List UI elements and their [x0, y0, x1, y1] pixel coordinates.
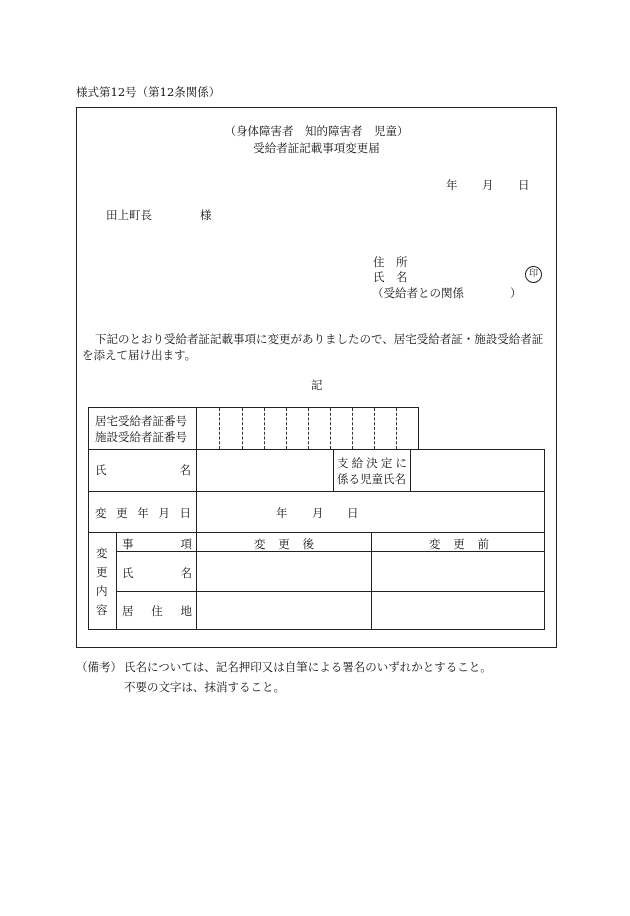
seal-mark: 印 — [525, 266, 542, 283]
child-name-label-line2: 係る児童氏名 — [337, 472, 406, 486]
form-number: 様式第12号（第12条関係） — [76, 85, 221, 99]
row-address-label: 居 住 地 — [122, 604, 192, 618]
date-month: 月 — [482, 178, 494, 192]
name-after-input[interactable] — [197, 552, 371, 591]
name-before-input[interactable] — [372, 552, 544, 591]
change-content-char-3: 内 — [96, 584, 108, 598]
cert-number-label-home: 居宅受給者証番号 — [95, 414, 187, 428]
cert-number-label-facility: 施設受給者証番号 — [95, 430, 187, 444]
row-name-label: 氏 名 — [122, 566, 192, 580]
notes-line1: 氏名については、記名押印又は自筆による署名のいずれかとすること。 — [124, 660, 492, 674]
date-year: 年 — [446, 178, 458, 192]
child-name-label-line1: 支 給 決 定 に — [337, 456, 407, 470]
change-content-char-2: 更 — [96, 565, 108, 579]
addressee-honorific: 様 — [200, 208, 212, 222]
before-header: 変 更 前 — [429, 537, 489, 551]
notes-line2: 不要の文字は、抹消すること。 — [124, 680, 285, 694]
address-before-input[interactable] — [372, 592, 544, 629]
form-title: 受給者証記載事項変更届 — [253, 141, 380, 155]
body-text-line1: 下記のとおり受給者証記載事項に変更がありましたので、居宅受給者証・施設受給者証 — [95, 332, 544, 346]
address-label: 住 所 — [373, 255, 408, 269]
change-date-month: 月 — [312, 506, 324, 520]
addressee-name: 田上町長 — [106, 208, 152, 222]
name-input[interactable] — [197, 450, 333, 491]
item-header: 事 項 — [122, 537, 192, 551]
body-text-line2: を添えて届け出ます。 — [82, 348, 197, 362]
change-date-year: 年 — [276, 506, 288, 520]
relation-label: （受給者との関係 ） — [372, 286, 522, 300]
header-categories: （身体障害者 知的障害者 児童） — [224, 124, 409, 138]
change-content-char-1: 変 — [96, 546, 108, 560]
address-after-input[interactable] — [197, 592, 371, 629]
change-content-char-4: 容 — [96, 603, 108, 617]
after-header: 変 更 後 — [254, 537, 314, 551]
cert-number-input[interactable] — [197, 408, 418, 449]
child-name-input[interactable] — [411, 450, 544, 491]
change-date-day: 日 — [347, 506, 359, 520]
name-label: 氏 名 — [373, 270, 408, 284]
date-day: 日 — [518, 178, 530, 192]
ki-heading: 記 — [311, 378, 323, 392]
name-row-label: 氏 名 — [95, 463, 191, 477]
notes-label: （備考） — [76, 660, 122, 674]
change-date-label: 変 更 年 月 日 — [95, 506, 191, 520]
